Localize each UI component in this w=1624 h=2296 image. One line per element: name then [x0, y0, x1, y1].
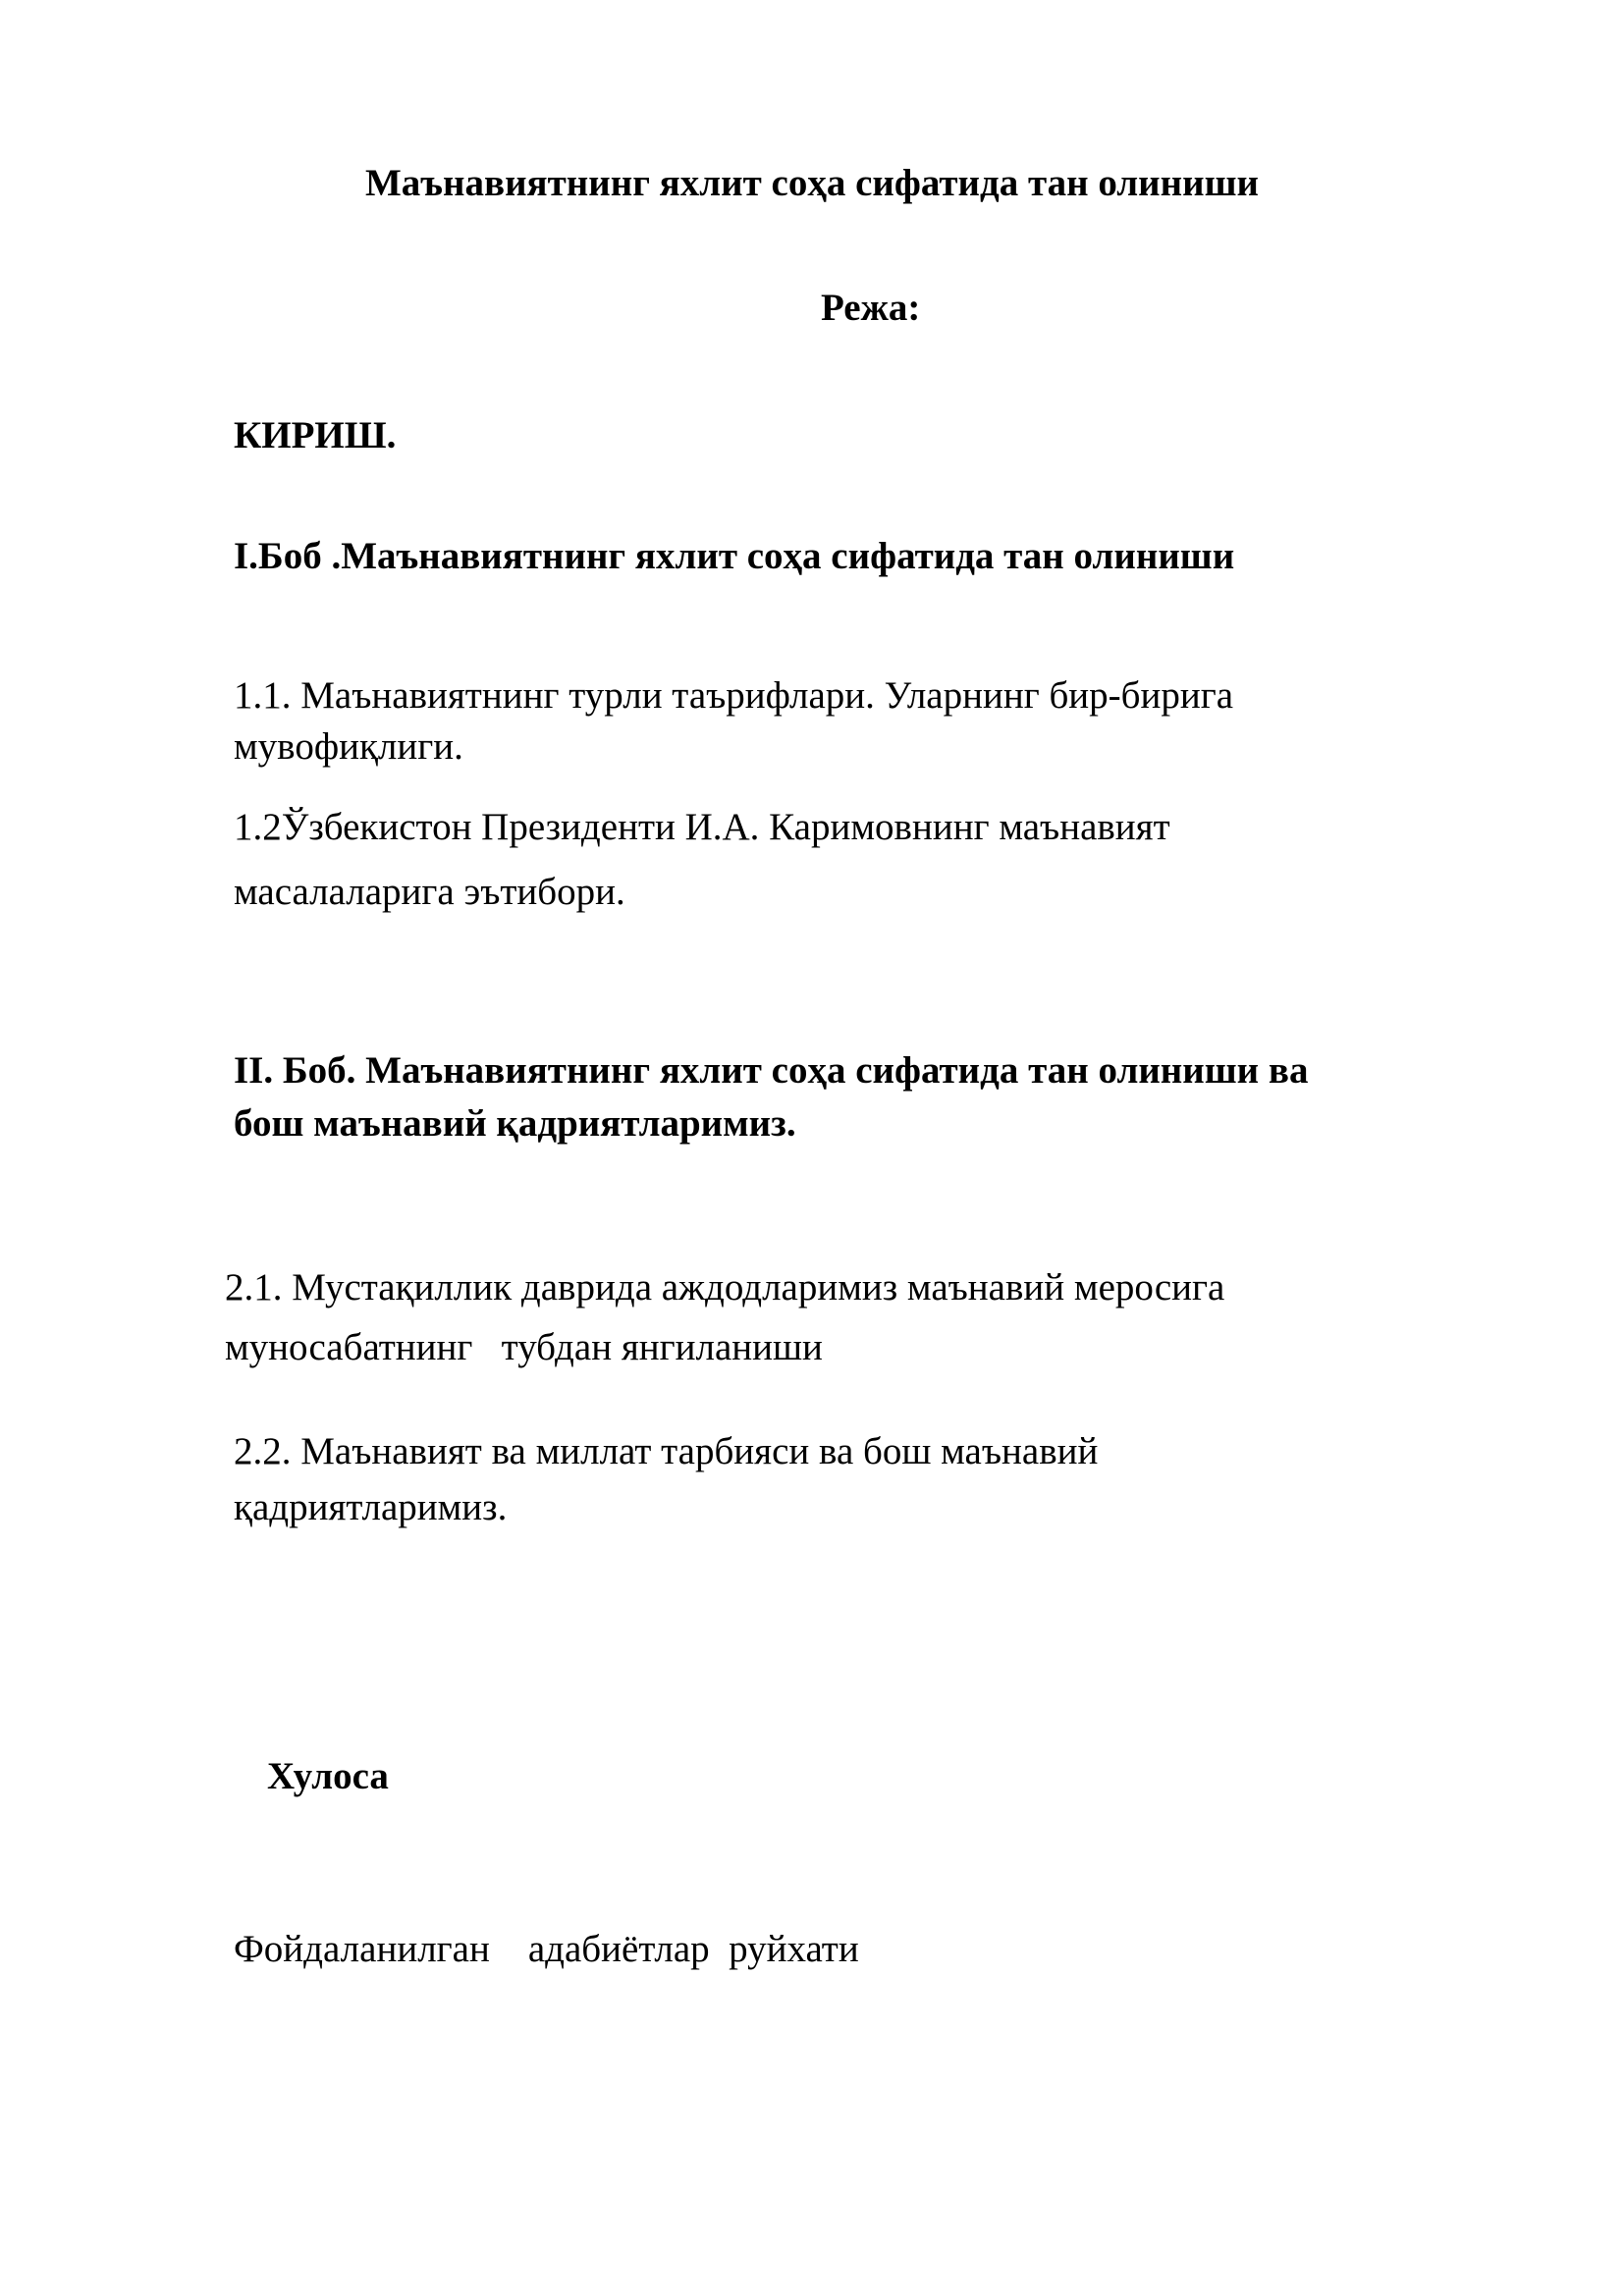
chapter2-heading-line2: бош маънавий қадриятларимиз.	[234, 1102, 796, 1145]
intro-heading: КИРИШ.	[234, 414, 397, 456]
section-1-2-line2: масалаларига эътибори.	[234, 871, 625, 913]
plan-heading: Режа:	[821, 287, 921, 329]
section-2-2-line1: 2.2. Маънавият ва миллат тарбияси ва бош маънавий	[234, 1430, 1099, 1472]
conclusion-heading: Хулоса	[267, 1755, 389, 1797]
section-1-2-line1: 1.2Ўзбекистон Президенти И.А. Каримовнинг маънавият	[234, 806, 1170, 848]
document-title: Маънавиятнинг яхлит соҳа сифатида тан олиниши	[365, 162, 1259, 204]
chapter1-heading: I.Боб .Маънавиятнинг яхлит соҳа сифатида тан олиниши	[234, 535, 1235, 577]
section-1-1-line2: мувофиқлиги.	[234, 725, 463, 768]
section-2-1-line1: 2.1. Мустақиллик даврида аждодларимиз маънавий меросига	[225, 1266, 1225, 1308]
section-2-2-line2: қадриятларимиз.	[234, 1486, 508, 1528]
section-1-1-line1: 1.1. Маънавиятнинг турли таърифлари. Уларнинг бир-бирига	[234, 674, 1234, 717]
chapter2-heading-line1: II. Боб. Маънавиятнинг яхлит соҳа сифатида тан олиниши ва	[234, 1049, 1309, 1092]
references-heading: Фойдаланилган адабиётлар руйхати	[234, 1928, 859, 1970]
section-2-1-line2: муносабатнинг тубдан янгиланиши	[225, 1326, 823, 1368]
